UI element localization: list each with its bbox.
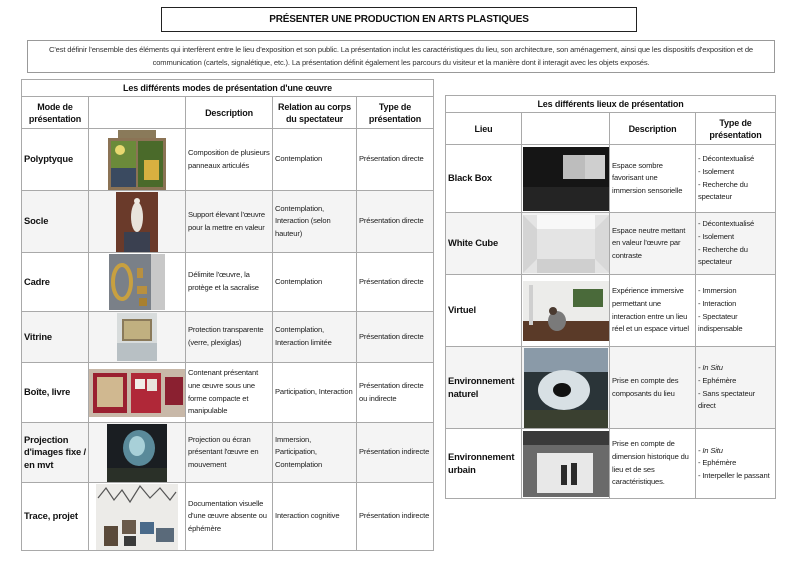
place-name: Virtuel (446, 275, 522, 347)
intro-line-1: C'est définir l'ensemble des éléments qui interfèrent entre le lieu d'exposition et son public. La présentation inclut les caractéristiques du lieu, son architecture, son aménagement, ainsi que les (49, 45, 662, 54)
mode-name: Polyptyque (22, 129, 89, 191)
mode-relation: Immersion, Participation, Contemplation (273, 423, 357, 483)
mode-relation: Contemplation (273, 253, 357, 312)
mode-description: Documentation visuelle d'une œuvre absente ou éphémère (186, 483, 273, 551)
mode-type: Présentation directe (357, 312, 434, 363)
header-image (522, 113, 610, 145)
mode-type: Présentation indirecte (357, 423, 434, 483)
mode-name: Boîte, livre (22, 363, 89, 423)
display-case-image (89, 312, 186, 363)
mode-description: Contenant présentant une œuvre sous une forme compacte et manipulable (186, 363, 273, 423)
mode-description: Protection transparente (verre, plexiglas) (186, 312, 273, 363)
place-type: - In Situ - Ephémère - Interpeller le passant (696, 429, 776, 499)
place-name: White Cube (446, 213, 522, 275)
header-description: Description (186, 97, 273, 129)
urban-paste-up-image (522, 429, 610, 499)
table-row (22, 129, 434, 191)
mode-name: Cadre (22, 253, 89, 312)
table-row (22, 423, 434, 483)
mode-relation: Interaction cognitive (273, 483, 357, 551)
header-mode: Mode de présentation (22, 97, 89, 129)
mode-description: Composition de plusieurs panneaux articulés (186, 129, 273, 191)
table-row (446, 213, 776, 275)
header-description: Description (610, 113, 696, 145)
table-row (22, 191, 434, 253)
intro-text (27, 40, 775, 73)
mode-relation: Contemplation, Interaction (selon hauteur) (273, 191, 357, 253)
places-table (445, 95, 776, 499)
table-row (446, 347, 776, 429)
gilded-frames-image (89, 253, 186, 312)
table-row (446, 429, 776, 499)
black-box-image (522, 145, 610, 213)
modes-table (21, 79, 434, 551)
page-title: PRÉSENTER UNE PRODUCTION EN ARTS PLASTIQUES (161, 7, 637, 32)
intro-line-2: dispositifs d'exposition et de communication (cartels, signalétique, etc.). La présentation définit également les parcours du visiteur et la manière dont il interagit avec les objets exposés. (152, 45, 753, 67)
mode-name: Trace, projet (22, 483, 89, 551)
mode-type: Présentation indirecte (357, 483, 434, 551)
header-type: Type de présentation (357, 97, 434, 129)
mode-name: Vitrine (22, 312, 89, 363)
mode-description: Délimite l'œuvre, la protège et la sacralise (186, 253, 273, 312)
table-row (22, 483, 434, 551)
mode-name: Socle (22, 191, 89, 253)
place-description: Expérience immersive permettant une interaction entre un lieu réel et un espace virtuel (610, 275, 696, 347)
header-type: Type de présentation (696, 113, 776, 145)
place-name: Environnement naturel (446, 347, 522, 429)
mode-relation: Contemplation (273, 129, 357, 191)
place-description: Prise en compte de dimension historique du lieu et de ses caractéristiques. (610, 429, 696, 499)
statue-on-pedestal-image (89, 191, 186, 253)
polyptych-painting-image (89, 129, 186, 191)
places-table-caption: Les différents lieux de présentation (446, 96, 776, 113)
projection-image (89, 423, 186, 483)
place-description: Prise en compte des composants du lieu (610, 347, 696, 429)
header-relation: Relation au corps du spectateur (273, 97, 357, 129)
mode-type: Présentation directe (357, 191, 434, 253)
place-type: - In Situ - Ephémère - Sans spectateur direct (696, 347, 776, 429)
place-description: Espace neutre mettant en valeur l'œuvre par contraste (610, 213, 696, 275)
place-name: Environnement urbain (446, 429, 522, 499)
place-type: - Décontextualisé - Isolement - Recherche du spectateur (696, 145, 776, 213)
place-type: - Immersion - Interaction - Spectateur indispensable (696, 275, 776, 347)
header-image (89, 97, 186, 129)
header-place: Lieu (446, 113, 522, 145)
mode-relation: Contemplation, Interaction limitée (273, 312, 357, 363)
modes-table-caption: Les différents modes de présentation d'une œuvre (22, 80, 434, 97)
table-row (22, 363, 434, 423)
mode-description: Support élevant l'œuvre pour la mettre en valeur (186, 191, 273, 253)
mode-type: Présentation directe ou indirecte (357, 363, 434, 423)
mode-relation: Participation, Interaction (273, 363, 357, 423)
white-cube-image (522, 213, 610, 275)
table-row (446, 145, 776, 213)
ice-sculpture-image (522, 347, 610, 429)
place-name: Black Box (446, 145, 522, 213)
wall-documentation-image (89, 483, 186, 551)
table-row (22, 312, 434, 363)
mode-type: Présentation directe (357, 253, 434, 312)
virtual-installation-image (522, 275, 610, 347)
table-row (22, 253, 434, 312)
mode-description: Projection ou écran présentant l'œuvre en mouvement (186, 423, 273, 483)
place-type: - Décontextualisé - Isolement - Recherche du spectateur (696, 213, 776, 275)
mode-name: Projection d'images fixe / en mvt (22, 423, 89, 483)
table-row (446, 275, 776, 347)
place-description: Espace sombre favorisant une immersion sensorielle (610, 145, 696, 213)
box-book-image (89, 363, 186, 423)
mode-type: Présentation directe (357, 129, 434, 191)
